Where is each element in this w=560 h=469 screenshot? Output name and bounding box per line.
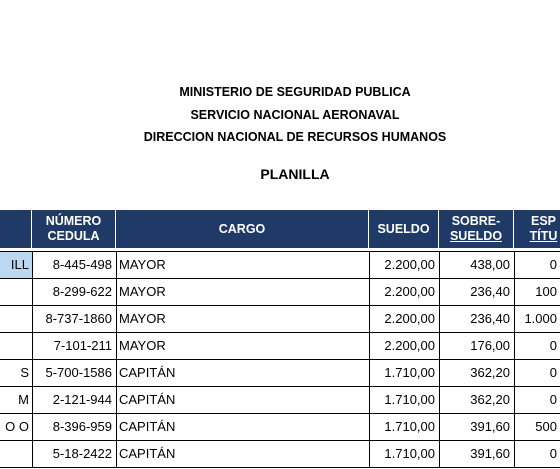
cell-sobre: 236,40 [470,284,510,299]
cell-name: M [18,392,29,407]
cell-esp: 0 [549,365,557,380]
header-sueldo [369,210,439,248]
column-divider [116,251,117,468]
cell-sueldo: 1.710,00 [384,365,435,380]
header-sueldo-line1: SUELDO [377,221,430,236]
cell-name: S [20,365,29,380]
header-cargo [116,210,369,248]
cell-sobre: 362,20 [470,392,510,407]
row-divider [0,440,560,441]
cell-cedula: 8-445-498 [52,257,112,272]
column-divider [369,251,370,468]
cell-esp: 0 [549,392,557,407]
header-esp [514,210,560,248]
cell-cedula: 5-18-2422 [52,446,112,461]
cell-cargo: MAYOR [119,311,166,326]
cell-sueldo: 1.710,00 [384,419,435,434]
row-divider [0,332,560,333]
cell-name: ILL [0,252,32,279]
header-name [0,210,32,248]
cell-esp: 1.000 [524,311,557,326]
row-divider [0,413,560,414]
header-sobresueldo-line2: SUELDO [449,229,503,243]
cell-sueldo: 2.200,00 [384,338,435,353]
cell-cedula: 8-396-959 [52,419,112,434]
cell-sobre: 391,60 [470,446,510,461]
cell-cedula: 8-299-622 [52,284,112,299]
cell-sobre: 236,40 [470,311,510,326]
row-divider [0,251,560,252]
cell-cargo: MAYOR [119,257,166,272]
cell-cargo: MAYOR [119,338,166,353]
row-divider [0,305,560,306]
column-divider [514,251,515,468]
cell-cargo: CAPITÁN [119,365,176,380]
row-divider [0,278,560,279]
cell-sueldo: 2.200,00 [384,311,435,326]
cell-name [0,333,32,360]
cell-esp: 100 [535,284,557,299]
header-esp-line2: TÍTU [529,229,558,243]
column-divider [32,251,33,468]
cell-cargo: MAYOR [119,284,166,299]
header-sobresueldo-line1: SOBRE- [451,214,501,228]
ministry-title: MINISTERIO DE SEGURIDAD PUBLICA [179,85,411,99]
header-numero-cedula [32,210,116,248]
cell-name: O O [5,419,29,434]
row-divider [0,386,560,387]
cell-cargo: CAPITÁN [119,392,176,407]
column-divider [439,251,440,468]
cell-name [0,441,32,468]
cell-cedula: 2-121-944 [52,392,112,407]
cell-sueldo: 1.710,00 [384,446,435,461]
cell-name [0,306,32,333]
cell-sobre: 438,00 [470,257,510,272]
row-divider [0,467,560,468]
row-divider [0,359,560,360]
cell-cargo: CAPITÁN [119,446,176,461]
cell-sueldo: 2.200,00 [384,284,435,299]
header-cargo-line1: CARGO [218,221,266,236]
directorate-title: DIRECCION NACIONAL DE RECURSOS HUMANOS [143,130,447,144]
service-title: SERVICIO NACIONAL AERONAVAL [190,108,400,122]
cell-esp: 0 [549,338,557,353]
document-title: PLANILLA [260,166,330,182]
cell-esp: 0 [549,446,557,461]
header-numero-cedula-line1: NÚMERO [45,214,102,228]
cell-sobre: 362,20 [470,365,510,380]
cell-cedula: 8-737-1860 [45,311,112,326]
cell-esp: 500 [535,419,557,434]
cell-cargo: CAPITÁN [119,419,176,434]
cell-esp: 0 [549,257,557,272]
cell-sueldo: 1.710,00 [384,392,435,407]
cell-cedula: 7-101-211 [53,338,112,353]
header-numero-cedula-line2: CEDULA [47,229,100,243]
header-esp-line1: ESP [530,214,556,228]
cell-sobre: 391,60 [470,419,510,434]
cell-name [0,279,32,306]
cell-sobre: 176,00 [470,338,510,353]
cell-cedula: 5-700-1586 [45,365,112,380]
cell-sueldo: 2.200,00 [384,257,435,272]
header-sobresueldo [439,210,514,248]
